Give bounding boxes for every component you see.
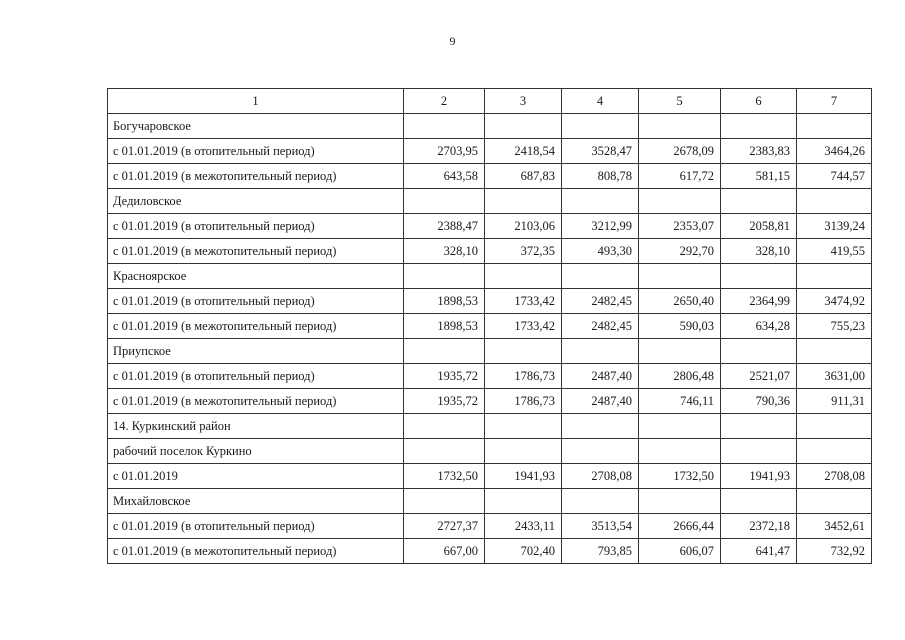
value-cell: 606,07 (639, 539, 721, 564)
value-cell: 3212,99 (562, 214, 639, 239)
table-row (108, 289, 872, 314)
value-cell: 732,92 (797, 539, 872, 564)
value-cell: 744,57 (797, 164, 872, 189)
table-row (108, 439, 872, 464)
value-cell: 1935,72 (404, 364, 485, 389)
value-cell: 1733,42 (485, 289, 562, 314)
value-cell (404, 339, 485, 364)
value-cell (562, 339, 639, 364)
value-cell: 1898,53 (404, 289, 485, 314)
value-cell (721, 439, 797, 464)
tariff-table (107, 88, 872, 564)
row-label: с 01.01.2019 (в межотопительный период) (108, 539, 404, 564)
value-cell: 808,78 (562, 164, 639, 189)
value-cell: 3528,47 (562, 139, 639, 164)
table-row (108, 239, 872, 264)
value-cell (404, 114, 485, 139)
row-label: с 01.01.2019 (в отопительный период) (108, 364, 404, 389)
table-row (108, 364, 872, 389)
value-cell (639, 189, 721, 214)
value-cell (797, 189, 872, 214)
value-cell (485, 189, 562, 214)
value-cell (562, 489, 639, 514)
value-cell: 2418,54 (485, 139, 562, 164)
value-cell (721, 339, 797, 364)
value-cell: 1941,93 (485, 464, 562, 489)
value-cell: 667,00 (404, 539, 485, 564)
value-cell: 2708,08 (562, 464, 639, 489)
value-cell: 3474,92 (797, 289, 872, 314)
value-cell: 793,85 (562, 539, 639, 564)
value-cell: 2364,99 (721, 289, 797, 314)
value-cell: 3631,00 (797, 364, 872, 389)
row-label: Приупское (108, 339, 404, 364)
value-cell (562, 414, 639, 439)
header-row (108, 89, 872, 114)
value-cell (485, 114, 562, 139)
table-row (108, 189, 872, 214)
value-cell: 755,23 (797, 314, 872, 339)
table-row (108, 339, 872, 364)
row-label: 14. Куркинский район (108, 414, 404, 439)
value-cell: 2388,47 (404, 214, 485, 239)
value-cell (562, 189, 639, 214)
row-label: с 01.01.2019 (в межотопительный период) (108, 389, 404, 414)
table-row (108, 164, 872, 189)
row-label: Красноярское (108, 264, 404, 289)
value-cell: 2433,11 (485, 514, 562, 539)
value-cell (404, 264, 485, 289)
column-header-4: 4 (562, 89, 639, 114)
row-label: с 01.01.2019 (в межотопительный период) (108, 239, 404, 264)
table-row (108, 114, 872, 139)
table-row (108, 389, 872, 414)
value-cell: 617,72 (639, 164, 721, 189)
column-header-5: 5 (639, 89, 721, 114)
table-row (108, 264, 872, 289)
table-row (108, 139, 872, 164)
value-cell: 3139,24 (797, 214, 872, 239)
value-cell: 1733,42 (485, 314, 562, 339)
value-cell: 2678,09 (639, 139, 721, 164)
value-cell: 2806,48 (639, 364, 721, 389)
value-cell: 372,35 (485, 239, 562, 264)
value-cell: 641,47 (721, 539, 797, 564)
value-cell: 3513,54 (562, 514, 639, 539)
column-header-7: 7 (797, 89, 872, 114)
value-cell: 1898,53 (404, 314, 485, 339)
row-label: с 01.01.2019 (108, 464, 404, 489)
value-cell: 2666,44 (639, 514, 721, 539)
value-cell (797, 264, 872, 289)
value-cell (639, 264, 721, 289)
table-row (108, 489, 872, 514)
value-cell: 2487,40 (562, 364, 639, 389)
table-row (108, 514, 872, 539)
row-label: Богучаровское (108, 114, 404, 139)
value-cell: 2482,45 (562, 314, 639, 339)
row-label: с 01.01.2019 (в межотопительный период) (108, 314, 404, 339)
row-label: с 01.01.2019 (в отопительный период) (108, 514, 404, 539)
value-cell: 1935,72 (404, 389, 485, 414)
table-row (108, 314, 872, 339)
value-cell: 2103,06 (485, 214, 562, 239)
value-cell (797, 489, 872, 514)
value-cell (404, 189, 485, 214)
value-cell (721, 264, 797, 289)
value-cell: 328,10 (721, 239, 797, 264)
value-cell (721, 189, 797, 214)
value-cell: 1786,73 (485, 364, 562, 389)
value-cell: 746,11 (639, 389, 721, 414)
value-cell: 292,70 (639, 239, 721, 264)
value-cell: 2650,40 (639, 289, 721, 314)
value-cell (485, 414, 562, 439)
table-row (108, 464, 872, 489)
value-cell (639, 114, 721, 139)
value-cell (485, 264, 562, 289)
value-cell (721, 489, 797, 514)
value-cell: 581,15 (721, 164, 797, 189)
value-cell (485, 489, 562, 514)
row-label: рабочий поселок Куркино (108, 439, 404, 464)
value-cell: 328,10 (404, 239, 485, 264)
value-cell: 2703,95 (404, 139, 485, 164)
value-cell: 790,36 (721, 389, 797, 414)
value-cell: 1786,73 (485, 389, 562, 414)
table-row (108, 539, 872, 564)
value-cell: 634,28 (721, 314, 797, 339)
value-cell: 2727,37 (404, 514, 485, 539)
column-header-2: 2 (404, 89, 485, 114)
value-cell (721, 114, 797, 139)
table-body (108, 114, 872, 564)
value-cell: 3452,61 (797, 514, 872, 539)
value-cell (797, 414, 872, 439)
column-header-1: 1 (108, 89, 404, 114)
value-cell (562, 264, 639, 289)
value-cell: 3464,26 (797, 139, 872, 164)
value-cell: 2482,45 (562, 289, 639, 314)
value-cell: 911,31 (797, 389, 872, 414)
value-cell (797, 339, 872, 364)
value-cell: 2372,18 (721, 514, 797, 539)
value-cell (562, 114, 639, 139)
value-cell (639, 439, 721, 464)
value-cell (485, 439, 562, 464)
value-cell (721, 414, 797, 439)
column-header-6: 6 (721, 89, 797, 114)
row-label: с 01.01.2019 (в отопительный период) (108, 139, 404, 164)
table-row (108, 414, 872, 439)
row-label: Дедиловское (108, 189, 404, 214)
value-cell (797, 114, 872, 139)
value-cell: 2521,07 (721, 364, 797, 389)
value-cell (562, 439, 639, 464)
column-header-3: 3 (485, 89, 562, 114)
value-cell: 493,30 (562, 239, 639, 264)
value-cell (485, 339, 562, 364)
row-label: с 01.01.2019 (в отопительный период) (108, 289, 404, 314)
value-cell: 2353,07 (639, 214, 721, 239)
value-cell (639, 489, 721, 514)
value-cell: 2487,40 (562, 389, 639, 414)
value-cell (639, 414, 721, 439)
value-cell: 2058,81 (721, 214, 797, 239)
value-cell: 687,83 (485, 164, 562, 189)
value-cell: 643,58 (404, 164, 485, 189)
row-label: с 01.01.2019 (в межотопительный период) (108, 164, 404, 189)
value-cell: 590,03 (639, 314, 721, 339)
value-cell (404, 439, 485, 464)
row-label: Михайловское (108, 489, 404, 514)
page-number: 9 (449, 34, 456, 48)
value-cell (404, 414, 485, 439)
value-cell (797, 439, 872, 464)
value-cell: 1732,50 (404, 464, 485, 489)
value-cell (639, 339, 721, 364)
value-cell: 2383,83 (721, 139, 797, 164)
value-cell: 419,55 (797, 239, 872, 264)
value-cell: 702,40 (485, 539, 562, 564)
row-label: с 01.01.2019 (в отопительный период) (108, 214, 404, 239)
value-cell: 2708,08 (797, 464, 872, 489)
value-cell (404, 489, 485, 514)
table-row (108, 214, 872, 239)
value-cell: 1941,93 (721, 464, 797, 489)
value-cell: 1732,50 (639, 464, 721, 489)
